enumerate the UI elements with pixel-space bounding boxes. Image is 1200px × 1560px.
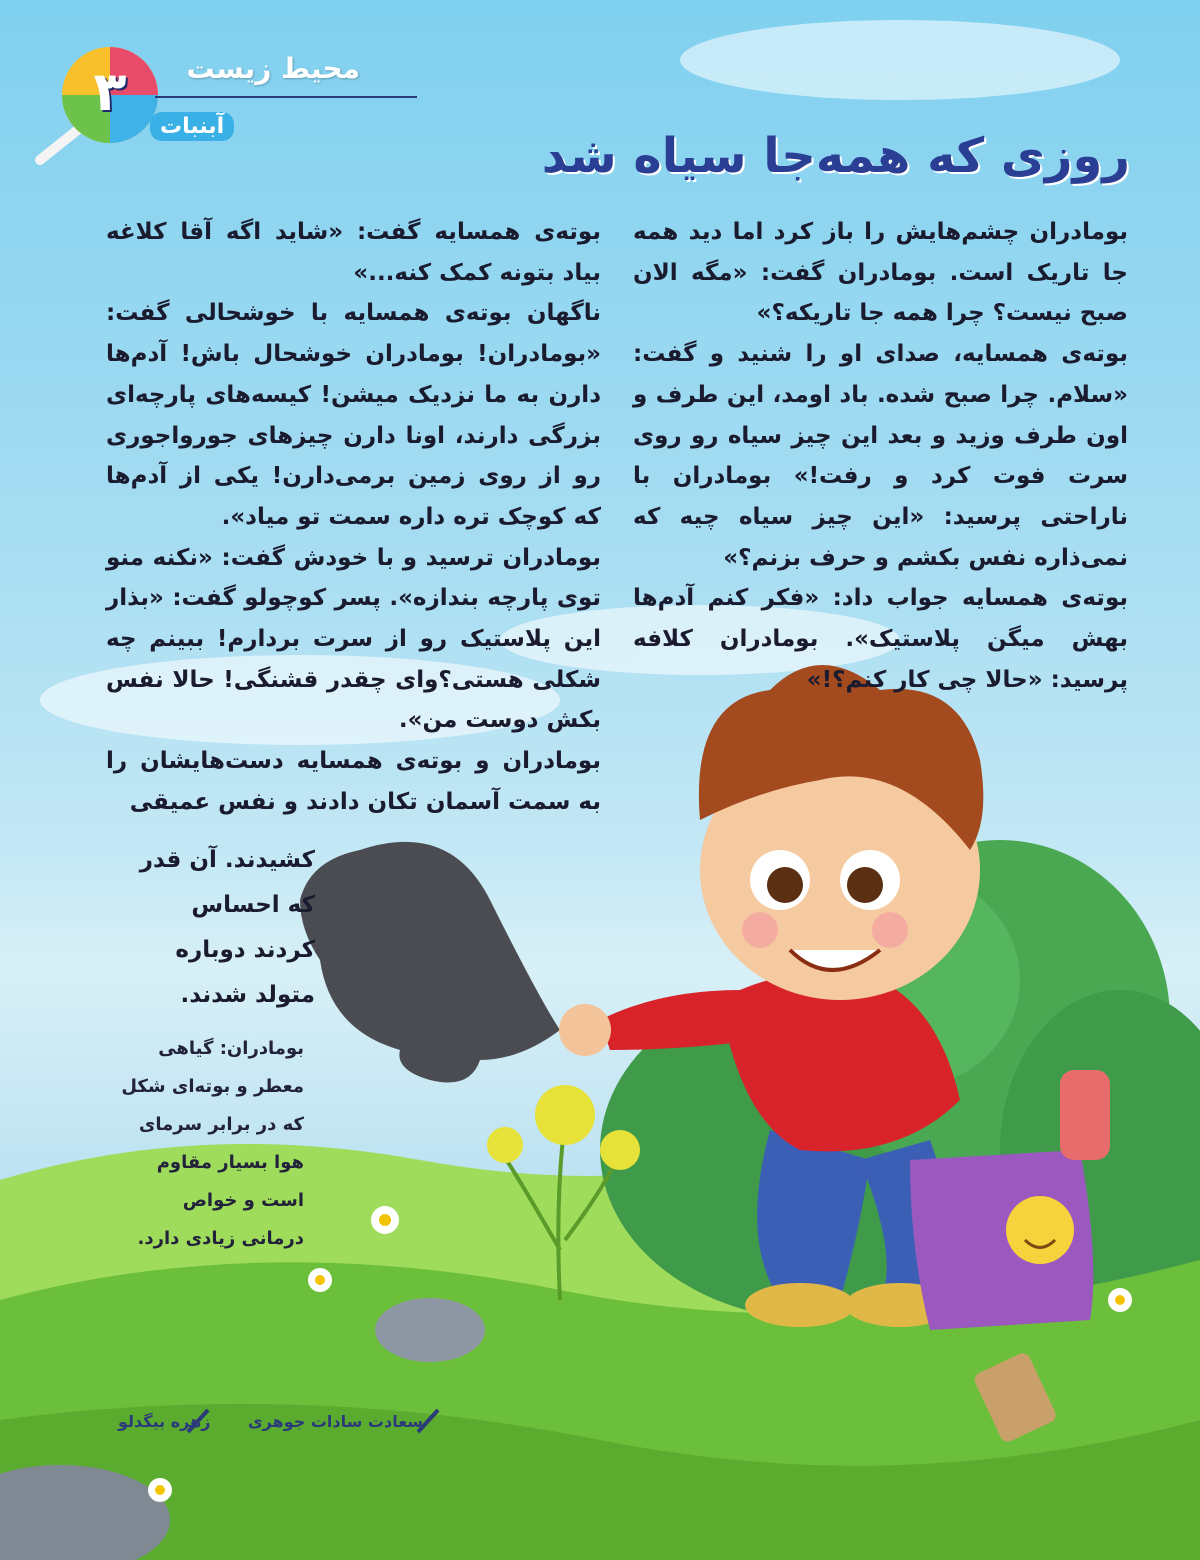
note-line: بومادران: گیاهی [158,1038,304,1059]
tail-line: متولد شدند. [180,982,315,1008]
story-title: روزی که همه‌جا سیاه شد [541,128,1130,184]
rock [375,1298,485,1362]
plastic-bag [300,842,560,1083]
story-left-column [106,212,601,823]
section-name: محیط زیست [186,52,360,85]
paragraph: بوته‌ی همسایه جواب داد: «فکر کنم آدم‌ها بهش میگن پلاستیک». بومادران کلافه پرسید: «حالا چی کار کنم؟!» [633,585,1128,693]
paragraph: بوته‌ی همسایه، صدای او را شنید و گفت: «سلام. چرا صبح شده. باد اومد، این طرف و اون طرف وزید و بعد این چیز سیاه رو روی سرت فوت کرد و رفت!» بومادران با ناراحتی پرسید: «این چیز سیاه چیه که نمی‌ذاره نفس بکشم و حرف بزنم؟» [633,341,1128,571]
paragraph: بوته‌ی همسایه گفت: «شاید اگه آقا کلاغه بیاد بتونه کمک کنه...» [106,219,601,286]
paragraph: ناگهان بوته‌ی همسایه با خوشحالی گفت: «بومادران! بومادران خوشحال باش! آدم‌ها دارن به ما نزدیک میشن! کیسه‌های پارچه‌ای بزرگی دارند، اونا دارن چیزهای جورواجوری رو از روی زمین برمی‌دارن! یکی از آدم‌ها که کوچک تره داره سمت تو میاد». [106,300,601,530]
note-line: هوا بسیار مقاوم [156,1152,304,1173]
tail-line: که احساس [191,892,315,918]
section-divider [155,96,417,98]
paragraph: بومادران و بوته‌ی همسایه دست‌هایشان را به سمت آسمان تکان دادند و نفس عمیقی [106,748,601,815]
illustrator-credit: زهره بیگدلو [118,1412,211,1431]
writer-credit: سعادت سادات جوهری [248,1412,423,1431]
page-number: ۳ [93,60,127,123]
note-line: است و خواص [182,1190,304,1211]
paragraph: بومادران چشم‌هایش را باز کرد اما دید همه جا تاریک است. بومادران گفت: «مگه الان صبح نیست؟ چرا همه جا تاریکه؟» [633,219,1128,327]
note-line: درمانی زیادی دارد. [137,1228,304,1249]
note-line: معطر و بوته‌ای شکل [121,1076,304,1097]
magazine-brand: آبنبات [150,112,234,141]
note-line: که در برابر سرمای [138,1114,304,1135]
story-right-column [633,212,1128,700]
story-tail [110,838,315,1018]
paragraph: بومادران ترسید و با خودش گفت: «نکنه منو توی پارچه بندازه». پسر کوچولو گفت: «بذار این پلاستیک رو از سرت بردارم! ببینم چه شکلی هستی؟وای چقدر قشنگی! حالا نفس بکش دوست من». [106,544,601,734]
yarrow-note [104,1030,304,1258]
tail-line: کشیدند. آن قدر [139,847,315,873]
tail-line: کردند دوباره [175,937,315,963]
